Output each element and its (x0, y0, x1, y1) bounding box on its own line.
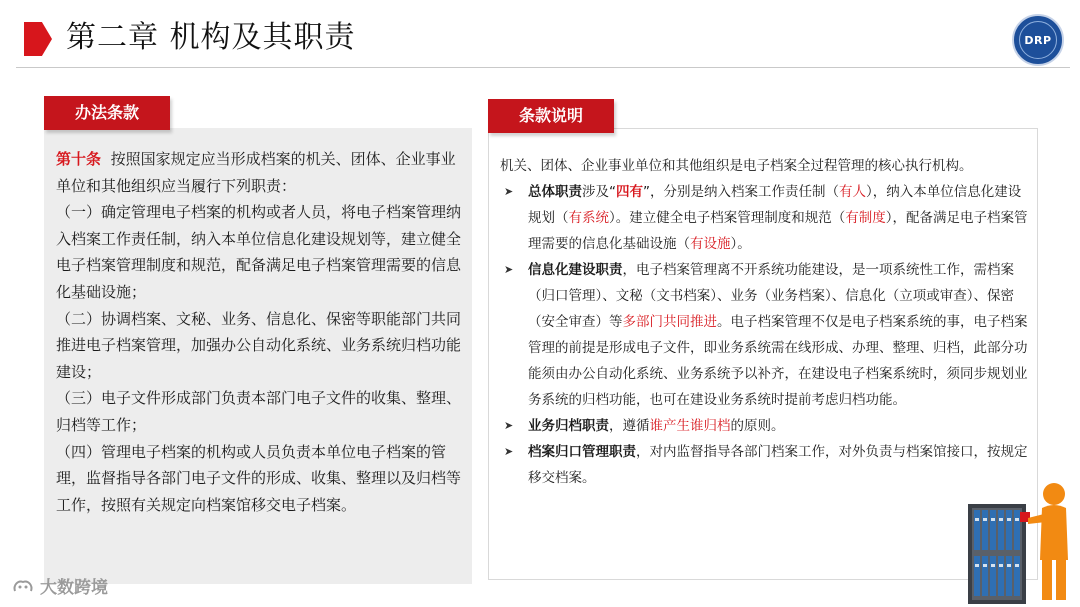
bullet-overall-duty (500, 179, 1030, 257)
text-run: ，遵循 (609, 418, 650, 434)
text-run: 。电子档案管理不仅是电子档案系统的事，电子档案管理的前提是形成电子文件，即业务系统需在线形成、办理、整理、归档，此部分功能须由办公自动化系统、业务系统予以补齐，在建设电子档案系统时，须同步规划业务系统的归档功能，也可在建设业务系统时提前考虑归档功能。 (528, 314, 1028, 408)
text-run: ）。 (730, 236, 751, 252)
bullet-it-duty (500, 257, 1030, 413)
article-item: （三）电子文件形成部门负责本部门电子文件的收集、整理、归档等工作； (56, 389, 462, 434)
figure-body (1040, 505, 1068, 560)
bullet-title: 档案归口管理职责 (528, 444, 636, 460)
drp-logo (1012, 14, 1064, 66)
article-intro-text: 按照国家规定应当形成档案的机关、团体、企业事业单位和其他组织应当履行下列职责： (56, 150, 456, 195)
arrow-right-icon: ➤ (504, 419, 514, 432)
arrow-right-icon: ➤ (504, 445, 514, 458)
title-bar (0, 0, 1080, 72)
text-run: ），配备满足电子档案管理需要的信息化基础设施（ (528, 210, 1028, 252)
highlight: 有人 (839, 184, 866, 200)
bullet-archiving-duty (500, 413, 1030, 439)
bullet-management-duty (500, 439, 1030, 491)
text-run: 的原则。 (730, 418, 785, 434)
brand-logo-icon (12, 577, 34, 595)
text-run: ），纳入本单位信息化建设规划（ (528, 184, 1022, 226)
brand-watermark (12, 573, 108, 598)
highlight: 有系统 (568, 210, 609, 226)
explanation-text (500, 153, 1030, 491)
article-item: （一）确定管理电子档案的机构或者人员，将电子档案管理纳入档案工作责任制，纳入本单位信息化建设规划等，建立健全电子档案管理制度和规范，配备满足电子档案管理需要的信息化基础设施； (56, 203, 462, 301)
article-intro (56, 146, 464, 199)
explanation-intro: 机关、团体、企业事业单位和其他组织是电子档案全过程管理的核心执行机构。 (500, 158, 973, 174)
article-text (56, 146, 464, 518)
highlight: 谁产生谁归档 (649, 418, 731, 434)
bullet-title: 总体职责 (528, 184, 582, 200)
article-item: （二）协调档案、文秘、业务、信息化、保密等职能部门共同推进电子档案管理，加强办公自动化系统、业务系统归档功能建设； (56, 309, 462, 381)
figure-head (1043, 483, 1065, 505)
article-tab: 办法条款 (44, 96, 170, 130)
arrow-right-icon: ➤ (504, 263, 514, 276)
page-title: 第二章 机构及其职责 (66, 20, 356, 55)
arrow-right-icon: ➤ (504, 185, 514, 198)
bullet-title: 业务归档职责 (528, 418, 609, 434)
file-cabinet-illustration (962, 478, 1080, 607)
figure-leg-left (1042, 560, 1052, 600)
text-run: ，对内监督指导各部门档案工作，对外负责与档案馆接口，按规定移交档案。 (528, 444, 1028, 486)
bullet-title: 信息化建设职责 (528, 262, 623, 278)
figure-leg-right (1056, 560, 1066, 600)
text-run: ，电子档案管理离不开系统功能建设，是一项系统性工作，需档案（归口管理）、文秘（文书档案）、业务（业务档案）、信息化（立项或审查）、保密（安全审查）等 (528, 262, 1014, 330)
explanation-tab: 条款说明 (488, 99, 614, 133)
text-run: ）。建立健全电子档案管理制度和规范（ (609, 210, 846, 226)
text-run: 涉及“ (582, 184, 616, 200)
title-marker-icon (24, 22, 52, 56)
highlight: 有设施 (690, 236, 731, 252)
logo-text: DRP (1024, 33, 1052, 47)
highlight: 四有 (616, 184, 643, 200)
article-number: 第十条 (56, 150, 102, 168)
text-run: ”，分别是纳入档案工作责任制（ (643, 184, 839, 200)
article-item: （四）管理电子档案的机构或人员负责本单位电子档案的管理，监督指导各部门电子文件的形成、收集、整理以及归档等工作，按照有关规定向档案馆移交电子档案。 (56, 442, 462, 514)
logo-ring (1019, 21, 1057, 59)
brand-name: 大数跨境 (40, 578, 108, 598)
highlight: 有制度 (845, 210, 886, 226)
title-divider (16, 67, 1070, 68)
highlight: 多部门共同推进 (622, 314, 717, 330)
